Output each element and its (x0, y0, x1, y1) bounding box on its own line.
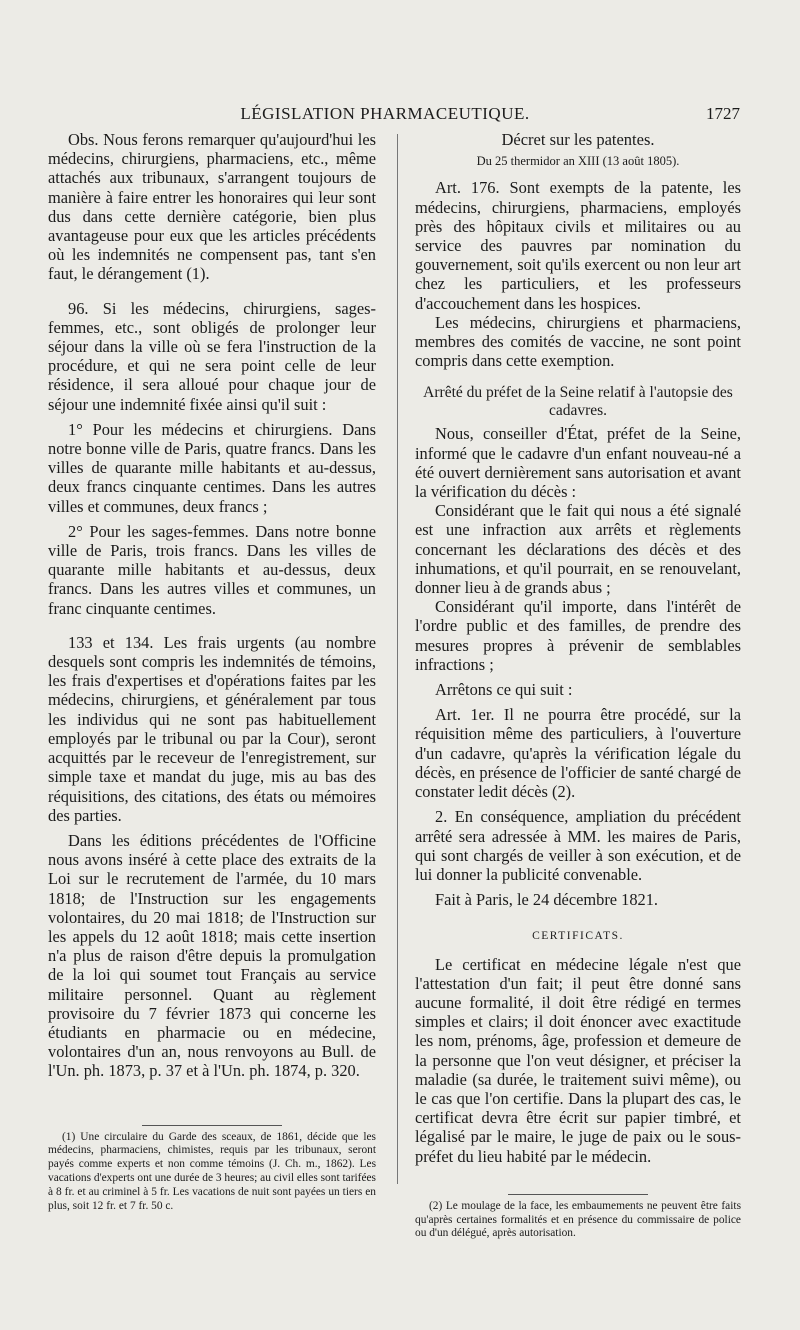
footnote-rule-right (415, 1194, 741, 1195)
left-column (48, 130, 376, 1213)
arrete-title: Arrêté du préfet de la Seine relatif à l'autopsie des cadavres. (423, 384, 733, 420)
decree-date: Du 25 thermidor an XIII (13 août 1805). (476, 154, 680, 169)
certificats-heading: CERTIFICATS. (532, 930, 624, 943)
page-header (30, 104, 740, 130)
right-column (415, 130, 741, 1241)
article-96: 96. Si les médecins, chirurgiens, sages-femmes, etc., sont obligés de prolonger leur séjour dans la ville où se fera l'instruction de la procédure, et qui ne sera point celle de leur résidence, il sera alloué pour chaque jour de séjour une indemnité fixée ainsi qu'il suit : (48, 298, 376, 414)
signature-line: Fait à Paris, le 24 décembre 1821. (435, 890, 659, 910)
vaccine-paragraph: Les médecins, chirurgiens et pharmaciens, membres des comités de vaccine, ne sont point compris dans cette exemption. (415, 312, 741, 371)
footnote-2 (415, 1200, 741, 1241)
item-1-doctors: 1° Pour les médecins et chirurgiens. Dans notre bonne ville de Paris, quatre francs. Dans les villes de quarante mille habitants et au-dessus, deux francs cinquante centimes. Dans les autres villes et communes, deux francs ; (48, 419, 376, 516)
footnote-rule (48, 1125, 376, 1126)
nous-paragraph: Nous, conseiller d'État, préfet de la Seine, informé que le cadavre d'un enfant nouveau-né a été ouvert dernièrement sans autorisation et avant la vérification du décès : (415, 424, 741, 502)
article-133-134: 133 et 134. Les frais urgents (au nombre desquels sont compris les indemnités de témoins, les frais d'expertises et d'opérations faites par les médecins, chirurgiens, et généralement par tous les individus qui ne sont pas habituellement employés par le tribunal ou par la Cour), seront acquittés par le receveur de l'enregistrement, sur simple taxe et mandat du juge, mis au bas des réquisitions, des citations, des états ou mémoires des parties. (48, 632, 376, 825)
article-1: Art. 1er. Il ne pourra être procédé, sur la réquisition même des particuliers, à l'ouverture d'un cadavre, qu'après la vérification légale du décès, en présence de l'officier de santé chargé de constater ledit décès (2). (415, 705, 741, 802)
decree-title: Décret sur les patentes. (501, 130, 655, 149)
arretons-line: Arrêtons ce qui suit : (435, 680, 573, 700)
certificats-paragraph: Le certificat en médecine légale n'est que l'attestation d'un fait; il peut être donné sans aucune formalité, il doit être rédigé en termes simples et clairs; il doit énoncer avec exactitude les nom, prénoms, âge, profession et demeure de la personne que l'on veut désigner, et préciser la maladie (sa durée, le traitement suivi même), ou le cas que l'on certifie. Dans la plupart des cas, le certificat devra être écrit sur papier timbré, et légalisé par le maire, le juge de paix ou le sous-préfet du lieu habité par le médecin. (415, 954, 741, 1166)
page-number: 1727 (706, 104, 740, 123)
footnote-2-text: (2) Le moulage de la face, les embaumements ne peuvent être faits qu'après certaines formalités et en présence du commissaire de police ou d'un délégué, après autorisation. (415, 1199, 741, 1240)
column-divider (397, 134, 398, 1184)
considerant-1: Considérant que le fait qui nous a été signalé est une infraction aux arrêts et règlements concernant les déclarations des décès et des inhumations, et qu'il pourrait, en se renouvelant, donner lieu à de grands abus ; (415, 501, 741, 598)
obs-paragraph: Obs. Nous ferons remarquer qu'aujourd'hui les médecins, chirurgiens, pharmaciens, etc., même attachés aux tribunaux, s'arrangent toujours de manière à faire entrer les honoraires qui leur sont dus dans cette dernière catégorie, bien plus avantageuse pour eux que les articles précédents où les indemnités ne compensent pas, tant s'en faut, le dérangement (1). (48, 130, 376, 284)
footnote-1 (48, 1131, 376, 1214)
article-176: Art. 176. Sont exempts de la patente, les médecins, chirurgiens, pharmaciens, employés près des hôpitaux civils et militaires ou au service des pauvres par nomination du gouvernement, soit qu'ils exercent ou non leur art chez les particuliers, et les professeurs d'accouchement dans les hospices. (415, 178, 741, 313)
item-2-midwives: 2° Pour les sages-femmes. Dans notre bonne ville de Paris, trois francs. Dans les villes de quarante mille habitants et au-dessus, deux francs. Dans les autres villes et communes, un franc cinquante centimes. (48, 521, 376, 618)
considerant-2: Considérant qu'il importe, dans l'intérêt de l'ordre public et des familles, de prendre des mesures propres à prévenir de semblables infractions ; (415, 597, 741, 674)
editions-paragraph: Dans les éditions précédentes de l'Officine nous avons inséré à cette place des extraits de la Loi sur le recrutement de l'armée, du 10 mars 1818; de l'Instruction sur les engagements volontaires, du 20 mai 1818; de l'Instruction sur les appels du 12 août 1818; mais cette insertion n'a plus de raison d'être depuis la promulgation de la loi qui soumet tout Français au service militaire personnel. Quant au règlement provisoire du 7 février 1873 qui concerne les étudiants en pharmacie ou en médecine, volontaires d'un an, nous renvoyons au Bull. de l'Un. ph. 1873, p. 37 et à l'Un. ph. 1874, p. 320. (48, 830, 376, 1081)
running-title: LÉGISLATION PHARMACEUTIQUE. (240, 104, 530, 123)
footnote-1-text: (1) Une circulaire du Garde des sceaux, de 1861, décide que les médecins, pharmaciens, chimistes, requis par les tribunaux, seront payés comme experts et non comme témoins (J. Ch. m., 1862). Les vacations d'experts ont une durée de 3 heures; au civil elles sont tarifées à 8 fr. et au criminel à 5 fr. Les vacations de nuit sont payées un tiers en plus, soit 12 fr. et 7 fr. 50 c. (48, 1130, 376, 1212)
article-2: 2. En conséquence, ampliation du précédent arrêté sera adressée à MM. les maires de Paris, qui sont chargés de veiller à son exécution, et de lui donner la publicité convenable. (415, 807, 741, 884)
